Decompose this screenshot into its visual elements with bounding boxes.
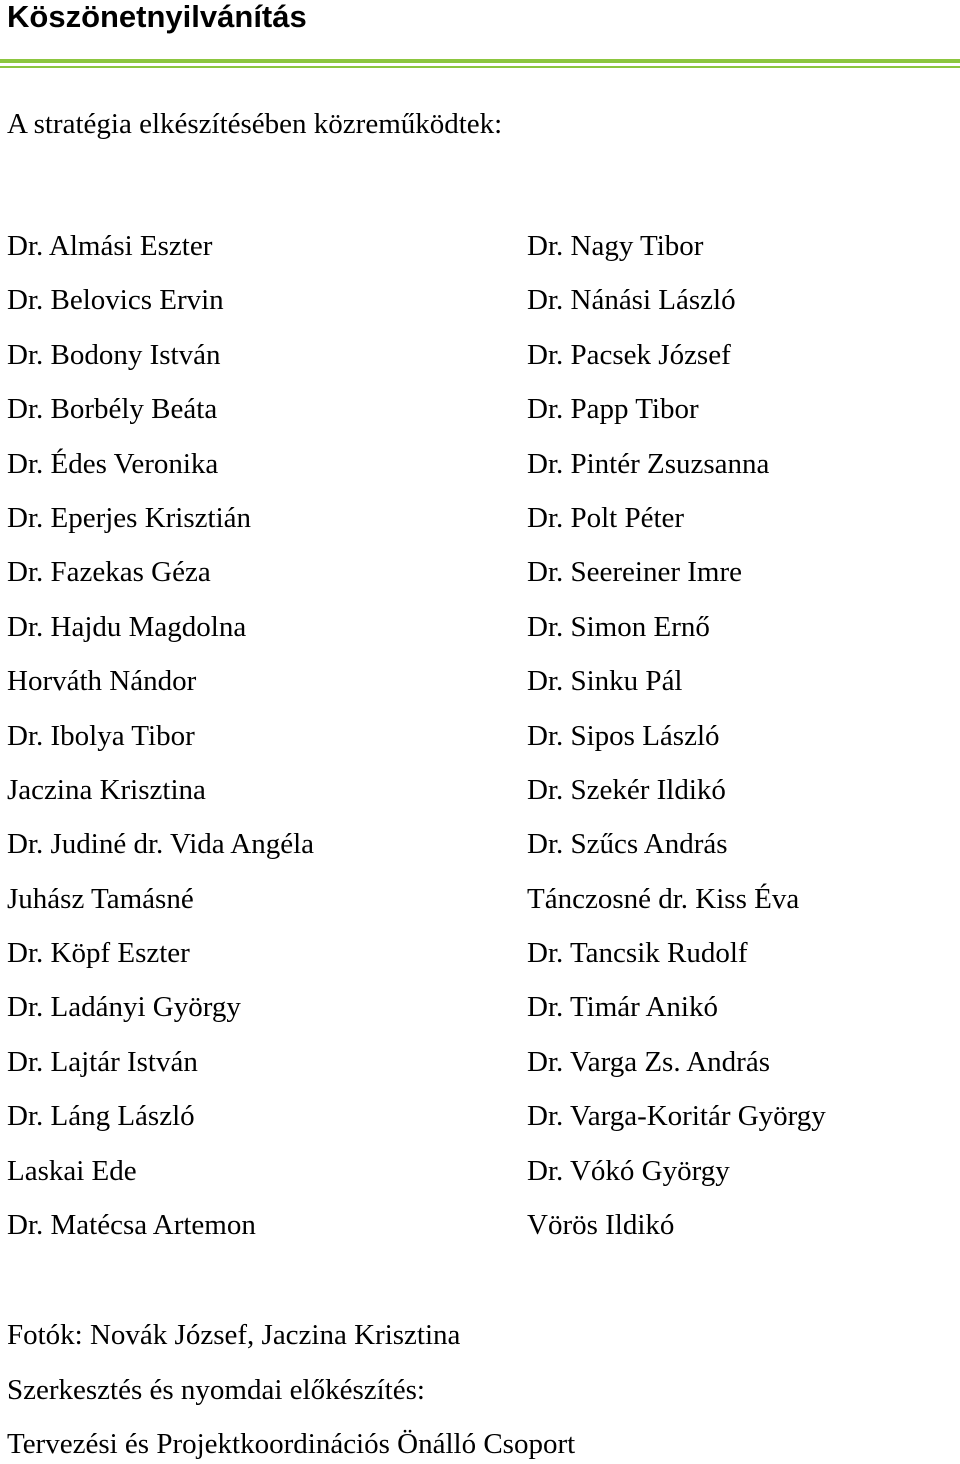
contributor-name: Dr. Almási Eszter [7,230,213,262]
contributor-name: Dr. Judiné dr. Vida Angéla [7,828,315,861]
contributor-name: Horváth Nándor [7,665,197,698]
contributor-name: Dr. Pintér Zsuzsanna [527,447,770,480]
contributor-name: Dr. Matécsa Artemon [7,1209,256,1242]
editing-credits-label: Szerkesztés és nyomdai előkészítés: [7,1374,425,1406]
contributor-name: Dr. Ibolya Tibor [7,719,195,752]
photo-credits: Fotók: Novák József, Jaczina Krisztina [7,1319,461,1351]
contributor-name: Dr. Varga Zs. András [527,1045,770,1078]
contributors-right-column [527,226,826,1259]
contributor-name: Jaczina Krisztina [7,773,206,806]
contributor-name: Dr. Timár Anikó [527,991,718,1024]
contributor-name: Dr. Bodony István [7,338,221,371]
page-title: Köszönetnyilvánítás [7,0,307,34]
contributors-left-column [7,226,314,1259]
contributor-name: Dr. Tancsik Rudolf [527,937,748,970]
contributor-name: Dr. Ladányi György [7,991,241,1024]
contributor-name: Dr. Polt Péter [527,501,685,534]
contributor-name: Dr. Nánási László [527,284,736,317]
contributor-name: Dr. Vókó György [527,1154,730,1187]
contributor-name: Dr. Simon Ernő [527,610,710,643]
editing-credits-group: Tervezési és Projektkoordinációs Önálló Csoport [7,1428,576,1460]
contributor-name: Dr. Köpf Eszter [7,937,190,970]
contributor-name: Dr. Papp Tibor [527,393,699,426]
contributor-name: Dr. Láng László [7,1100,195,1133]
heading-rule-thick [0,59,960,63]
contributor-name: Dr. Pacsek József [527,338,731,371]
contributor-name: Dr. Fazekas Géza [7,556,211,589]
contributor-name: Vörös Ildikó [527,1209,675,1242]
contributor-name: Dr. Seereiner Imre [527,556,742,589]
contributor-name: Juhász Tamásné [7,882,194,915]
contributor-name: Dr. Édes Veronika [7,447,219,480]
contributor-name: Dr. Borbély Beáta [7,393,218,426]
contributor-name: Dr. Lajtár István [7,1045,198,1078]
contributor-name: Dr. Hajdu Magdolna [7,610,247,643]
contributor-name: Dr. Varga-Koritár György [527,1100,826,1133]
intro-text: A stratégia elkészítésében közreműködtek: [7,108,503,140]
contributor-name: Dr. Szekér Ildikó [527,773,726,806]
contributor-name: Dr. Sipos László [527,719,720,752]
contributor-name: Tánczosné dr. Kiss Éva [527,882,800,915]
contributor-name: Laskai Ede [7,1154,137,1187]
heading-rule-thin [0,66,960,68]
contributor-name: Dr. Sinku Pál [527,665,683,698]
contributor-name: Dr. Nagy Tibor [527,230,704,262]
contributor-name: Dr. Belovics Ervin [7,284,224,317]
contributor-name: Dr. Szűcs András [527,828,728,861]
contributor-name: Dr. Eperjes Krisztián [7,501,252,534]
